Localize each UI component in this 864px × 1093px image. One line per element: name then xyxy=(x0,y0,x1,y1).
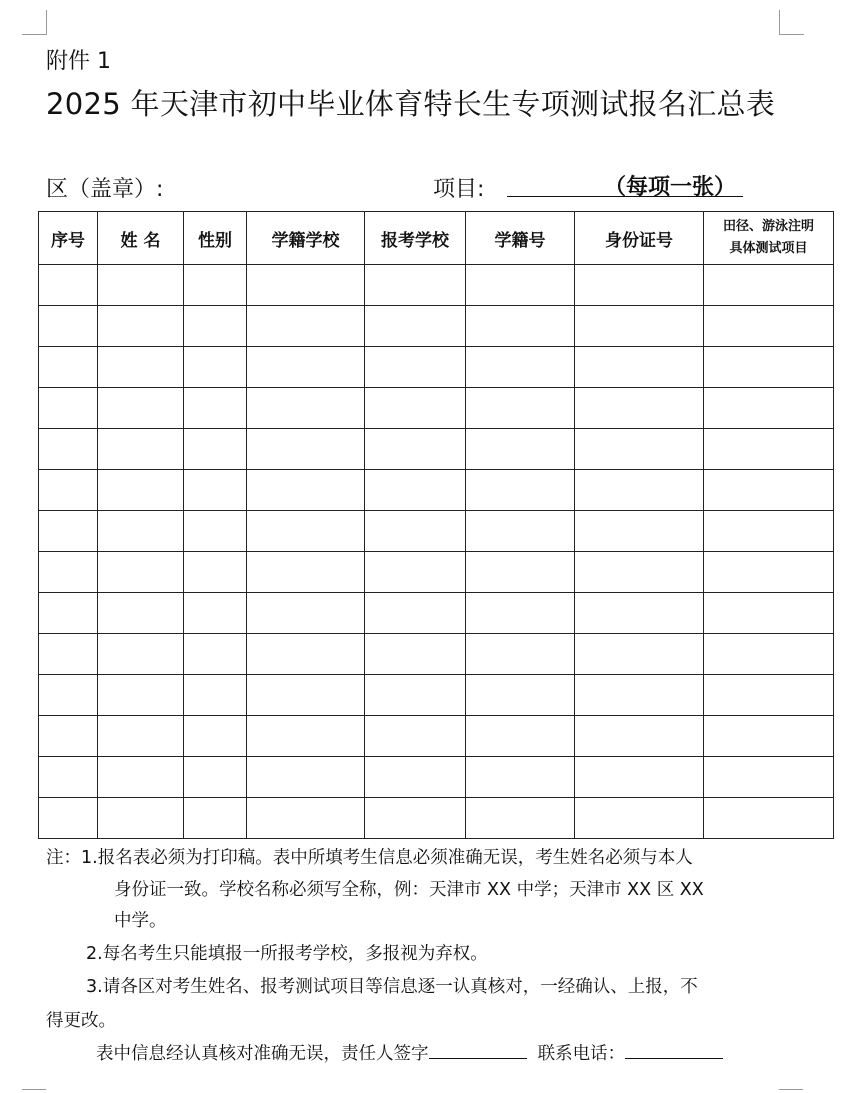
table-cell[interactable] xyxy=(365,716,466,757)
table-cell[interactable] xyxy=(365,306,466,347)
table-cell[interactable] xyxy=(247,757,365,798)
table-cell[interactable] xyxy=(247,675,365,716)
table-cell[interactable] xyxy=(365,470,466,511)
table-cell[interactable] xyxy=(466,634,575,675)
table-cell[interactable] xyxy=(365,675,466,716)
table-cell[interactable] xyxy=(466,306,575,347)
table-cell[interactable] xyxy=(466,798,575,839)
table-cell[interactable] xyxy=(247,347,365,388)
table-cell[interactable] xyxy=(704,716,834,757)
table-cell[interactable] xyxy=(365,347,466,388)
table-cell[interactable] xyxy=(365,552,466,593)
table-cell[interactable] xyxy=(247,634,365,675)
table-cell[interactable] xyxy=(575,757,704,798)
district-stamp-label: 区（盖章）: xyxy=(46,177,164,202)
table-cell[interactable] xyxy=(247,265,365,306)
table-row xyxy=(39,388,834,429)
table-cell[interactable] xyxy=(365,757,466,798)
table-cell[interactable] xyxy=(466,388,575,429)
table-cell[interactable] xyxy=(39,593,98,634)
table-cell[interactable] xyxy=(365,429,466,470)
table-cell[interactable] xyxy=(98,511,184,552)
table-cell[interactable] xyxy=(39,798,98,839)
registration-table xyxy=(38,211,834,839)
table-cell[interactable] xyxy=(39,757,98,798)
table-cell[interactable] xyxy=(365,634,466,675)
table-row xyxy=(39,593,834,634)
table-row xyxy=(39,265,834,306)
table-cell[interactable] xyxy=(98,470,184,511)
table-cell[interactable] xyxy=(98,552,184,593)
table-cell[interactable] xyxy=(247,552,365,593)
table-cell[interactable] xyxy=(466,716,575,757)
table-cell[interactable] xyxy=(575,511,704,552)
table-cell[interactable] xyxy=(365,593,466,634)
table-cell[interactable] xyxy=(184,634,247,675)
table-row xyxy=(39,470,834,511)
phone-blank[interactable] xyxy=(625,1042,723,1059)
table-cell[interactable] xyxy=(39,716,98,757)
table-cell[interactable] xyxy=(184,429,247,470)
header-gender: 性别 xyxy=(184,212,247,265)
table-cell[interactable] xyxy=(98,675,184,716)
header-test-event-line2: 具体测试项目 xyxy=(729,241,808,256)
table-cell[interactable] xyxy=(184,265,247,306)
table-cell[interactable] xyxy=(704,757,834,798)
table-cell[interactable] xyxy=(466,552,575,593)
table-cell[interactable] xyxy=(575,634,704,675)
table-cell[interactable] xyxy=(39,306,98,347)
table-cell[interactable] xyxy=(39,429,98,470)
table-cell[interactable] xyxy=(365,798,466,839)
table-cell[interactable] xyxy=(575,306,704,347)
table-cell[interactable] xyxy=(575,347,704,388)
table-cell[interactable] xyxy=(466,429,575,470)
note-3-line-2: 得更改。 xyxy=(46,1011,116,1031)
table-cell[interactable] xyxy=(704,470,834,511)
table-cell[interactable] xyxy=(247,470,365,511)
attachment-label: 附件 1 xyxy=(46,49,111,74)
table-cell[interactable] xyxy=(466,511,575,552)
table-cell[interactable] xyxy=(184,798,247,839)
table-cell[interactable] xyxy=(39,347,98,388)
table-cell[interactable] xyxy=(247,798,365,839)
header-name: 姓 名 xyxy=(98,212,184,265)
table-cell[interactable] xyxy=(184,511,247,552)
table-cell[interactable] xyxy=(247,429,365,470)
table-cell[interactable] xyxy=(98,429,184,470)
table-cell[interactable] xyxy=(184,675,247,716)
project-label: 项目: xyxy=(433,177,485,202)
table-cell[interactable] xyxy=(575,470,704,511)
note-2: 2.每名考生只能填报一所报考学校，多报视为弃权。 xyxy=(86,944,488,964)
table-cell[interactable] xyxy=(98,388,184,429)
table-cell[interactable] xyxy=(184,306,247,347)
table-cell[interactable] xyxy=(466,470,575,511)
note-1-line-1: 注：1.报名表必须为打印稿。表中所填考生信息必须准确无误，考生姓名必须与本人 xyxy=(46,848,693,868)
table-cell[interactable] xyxy=(365,388,466,429)
corner-mark-top-right xyxy=(779,10,804,35)
table-cell[interactable] xyxy=(98,757,184,798)
table-cell[interactable] xyxy=(704,429,834,470)
table-cell[interactable] xyxy=(575,552,704,593)
page-title: 2025 年天津市初中毕业体育特长生专项测试报名汇总表 xyxy=(46,87,776,121)
table-row xyxy=(39,306,834,347)
phone-label: 联系电话： xyxy=(537,1044,626,1064)
corner-mark-bottom-left xyxy=(22,1089,46,1090)
table-cell[interactable] xyxy=(704,347,834,388)
table-row xyxy=(39,347,834,388)
table-row xyxy=(39,716,834,757)
table-cell[interactable] xyxy=(39,265,98,306)
header-id-card-number: 身份证号 xyxy=(575,212,704,265)
table-row xyxy=(39,798,834,839)
table-cell[interactable] xyxy=(575,593,704,634)
table-cell[interactable] xyxy=(704,675,834,716)
table-header-row xyxy=(39,212,834,265)
table-row xyxy=(39,429,834,470)
table-cell[interactable] xyxy=(575,798,704,839)
table-cell[interactable] xyxy=(704,593,834,634)
table-row xyxy=(39,552,834,593)
table-cell[interactable] xyxy=(466,347,575,388)
table-cell[interactable] xyxy=(39,634,98,675)
table-cell[interactable] xyxy=(184,593,247,634)
table-cell[interactable] xyxy=(39,511,98,552)
header-serial-number: 序号 xyxy=(39,212,98,265)
table-row xyxy=(39,675,834,716)
table-cell[interactable] xyxy=(39,675,98,716)
header-applied-school: 报考学校 xyxy=(365,212,466,265)
table-cell[interactable] xyxy=(98,593,184,634)
table-cell[interactable] xyxy=(704,552,834,593)
table-cell[interactable] xyxy=(365,511,466,552)
header-test-event xyxy=(704,212,834,265)
table-cell[interactable] xyxy=(704,388,834,429)
signature-line xyxy=(96,1040,723,1065)
table-cell[interactable] xyxy=(98,716,184,757)
table-cell[interactable] xyxy=(575,429,704,470)
table-cell[interactable] xyxy=(704,306,834,347)
table-row xyxy=(39,634,834,675)
table-cell[interactable] xyxy=(247,388,365,429)
project-note: （每项一张） xyxy=(604,175,737,200)
table-cell[interactable] xyxy=(184,716,247,757)
table-cell[interactable] xyxy=(704,798,834,839)
table-cell[interactable] xyxy=(365,265,466,306)
table-cell[interactable] xyxy=(39,552,98,593)
corner-mark-bottom-right xyxy=(779,1089,803,1090)
table-cell[interactable] xyxy=(704,511,834,552)
table-cell[interactable] xyxy=(184,470,247,511)
table-cell[interactable] xyxy=(98,347,184,388)
table-row xyxy=(39,511,834,552)
table-cell[interactable] xyxy=(39,388,98,429)
table-cell[interactable] xyxy=(575,388,704,429)
header-enrolled-school: 学籍学校 xyxy=(247,212,365,265)
table-cell[interactable] xyxy=(704,634,834,675)
table-cell[interactable] xyxy=(466,265,575,306)
table-cell[interactable] xyxy=(466,757,575,798)
table-cell[interactable] xyxy=(575,716,704,757)
table-cell[interactable] xyxy=(247,593,365,634)
table-cell[interactable] xyxy=(247,716,365,757)
table-cell[interactable] xyxy=(247,511,365,552)
corner-mark-top-left xyxy=(22,10,47,35)
note-3-line-1: 3.请各区对考生姓名、报考测试项目等信息逐一认真核对，一经确认、上报，不 xyxy=(86,977,698,997)
signature-blank[interactable] xyxy=(429,1042,527,1059)
table-cell[interactable] xyxy=(98,634,184,675)
note-1-line-3: 中学。 xyxy=(114,911,167,931)
table-cell[interactable] xyxy=(184,388,247,429)
note-1-line-2: 身份证一致。学校名称必须写全称，例：天津市 XX 中学；天津市 XX 区 XX xyxy=(114,880,704,900)
table-cell[interactable] xyxy=(184,347,247,388)
table-cell[interactable] xyxy=(575,675,704,716)
signature-text: 表中信息经认真核对准确无误，责任人签字 xyxy=(96,1044,429,1064)
table-cell[interactable] xyxy=(98,306,184,347)
header-test-event-line1: 田径、游泳注明 xyxy=(722,219,814,234)
table-cell[interactable] xyxy=(98,265,184,306)
table-cell[interactable] xyxy=(184,757,247,798)
table-cell[interactable] xyxy=(247,306,365,347)
table-cell[interactable] xyxy=(98,798,184,839)
table-cell[interactable] xyxy=(184,552,247,593)
table-cell[interactable] xyxy=(575,265,704,306)
header-student-id: 学籍号 xyxy=(466,212,575,265)
table-cell[interactable] xyxy=(466,593,575,634)
table-cell[interactable] xyxy=(466,675,575,716)
table-cell[interactable] xyxy=(704,265,834,306)
table-row xyxy=(39,757,834,798)
table-cell[interactable] xyxy=(39,470,98,511)
